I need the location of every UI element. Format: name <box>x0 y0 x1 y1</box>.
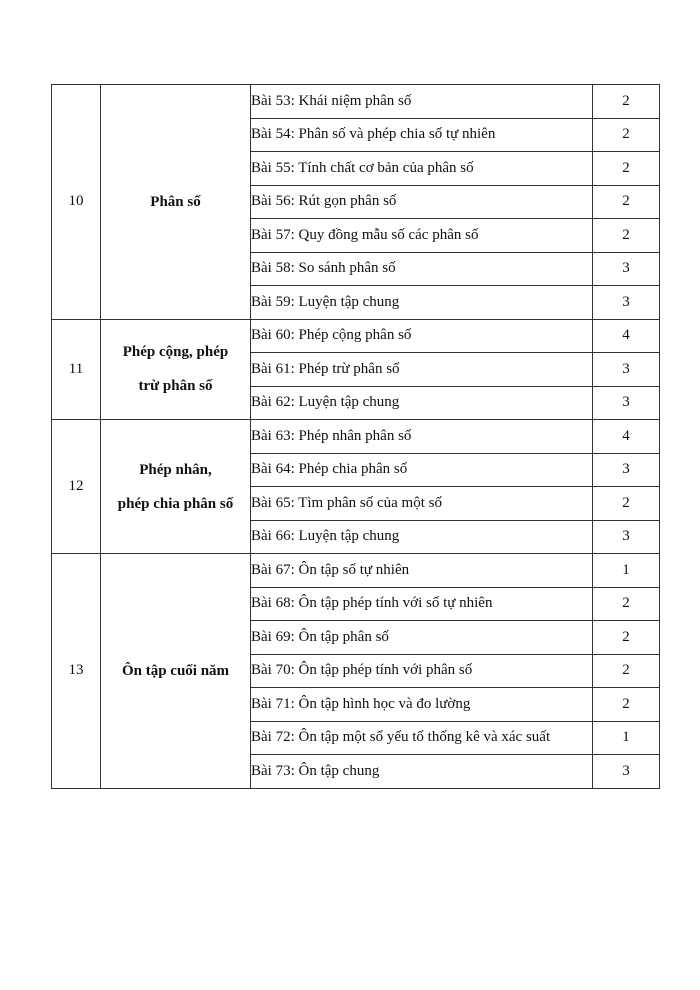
chapter-topic-line: phép chia phân số <box>117 495 234 512</box>
table-row <box>52 85 660 119</box>
lesson-periods: 2 <box>593 621 660 655</box>
lesson-periods: 4 <box>593 319 660 353</box>
chapter-number: 13 <box>52 554 101 789</box>
lesson-periods: 3 <box>593 353 660 387</box>
lesson-name: Bài 62: Luyện tập chung <box>251 386 593 420</box>
lesson-name: Bài 71: Ôn tập hình học và đo lường <box>251 688 593 722</box>
lesson-name: Bài 63: Phép nhân phân số <box>251 420 593 454</box>
chapter-topic <box>101 319 251 420</box>
lesson-name: Bài 59: Luyện tập chung <box>251 286 593 320</box>
table-row <box>52 420 660 454</box>
lesson-name: Bài 72: Ôn tập một số yếu tố thống kê và xác suất <box>251 721 593 755</box>
curriculum-table-body <box>52 85 660 789</box>
lesson-periods: 2 <box>593 654 660 688</box>
lesson-name: Bài 66: Luyện tập chung <box>251 520 593 554</box>
lesson-name: Bài 73: Ôn tập chung <box>251 755 593 789</box>
lesson-periods: 4 <box>593 420 660 454</box>
lesson-name: Bài 57: Quy đồng mẫu số các phân số <box>251 219 593 253</box>
chapter-number: 10 <box>52 85 101 320</box>
lesson-name: Bài 61: Phép trừ phân số <box>251 353 593 387</box>
lesson-periods: 3 <box>593 252 660 286</box>
lesson-periods: 2 <box>593 219 660 253</box>
lesson-name: Bài 55: Tính chất cơ bản của phân số <box>251 152 593 186</box>
curriculum-table <box>51 84 660 789</box>
chapter-topic <box>101 85 251 320</box>
lesson-periods: 1 <box>593 554 660 588</box>
lesson-name: Bài 68: Ôn tập phép tính với số tự nhiên <box>251 587 593 621</box>
lesson-periods: 2 <box>593 152 660 186</box>
lesson-periods: 2 <box>593 185 660 219</box>
chapter-topic-line: Phép nhân, <box>139 461 212 478</box>
lesson-name: Bài 54: Phân số và phép chia số tự nhiên <box>251 118 593 152</box>
lesson-name: Bài 53: Khái niệm phân số <box>251 85 593 119</box>
chapter-topic <box>101 554 251 789</box>
lesson-name: Bài 56: Rút gọn phân số <box>251 185 593 219</box>
lesson-periods: 1 <box>593 721 660 755</box>
table-row <box>52 554 660 588</box>
lesson-periods: 2 <box>593 85 660 119</box>
lesson-periods: 3 <box>593 286 660 320</box>
lesson-periods: 3 <box>593 386 660 420</box>
lesson-name: Bài 64: Phép chia phân số <box>251 453 593 487</box>
chapter-topic-line: Phân số <box>150 193 201 210</box>
lesson-name: Bài 70: Ôn tập phép tính với phân số <box>251 654 593 688</box>
lesson-periods: 3 <box>593 755 660 789</box>
lesson-periods: 3 <box>593 520 660 554</box>
chapter-topic-line: Phép cộng, phép <box>122 344 229 361</box>
chapter-number: 11 <box>52 319 101 420</box>
chapter-topic-line: trừ phân số <box>138 378 213 395</box>
lesson-name: Bài 69: Ôn tập phân số <box>251 621 593 655</box>
lesson-name: Bài 67: Ôn tập số tự nhiên <box>251 554 593 588</box>
chapter-topic-line: Ôn tập cuối năm <box>121 662 230 679</box>
lesson-periods: 2 <box>593 487 660 521</box>
chapter-number: 12 <box>52 420 101 554</box>
lesson-periods: 2 <box>593 688 660 722</box>
lesson-name: Bài 65: Tìm phân số của một số <box>251 487 593 521</box>
lesson-periods: 2 <box>593 118 660 152</box>
table-row <box>52 319 660 353</box>
lesson-name: Bài 60: Phép cộng phân số <box>251 319 593 353</box>
lesson-periods: 3 <box>593 453 660 487</box>
chapter-topic <box>101 420 251 554</box>
lesson-periods: 2 <box>593 587 660 621</box>
lesson-name: Bài 58: So sánh phân số <box>251 252 593 286</box>
